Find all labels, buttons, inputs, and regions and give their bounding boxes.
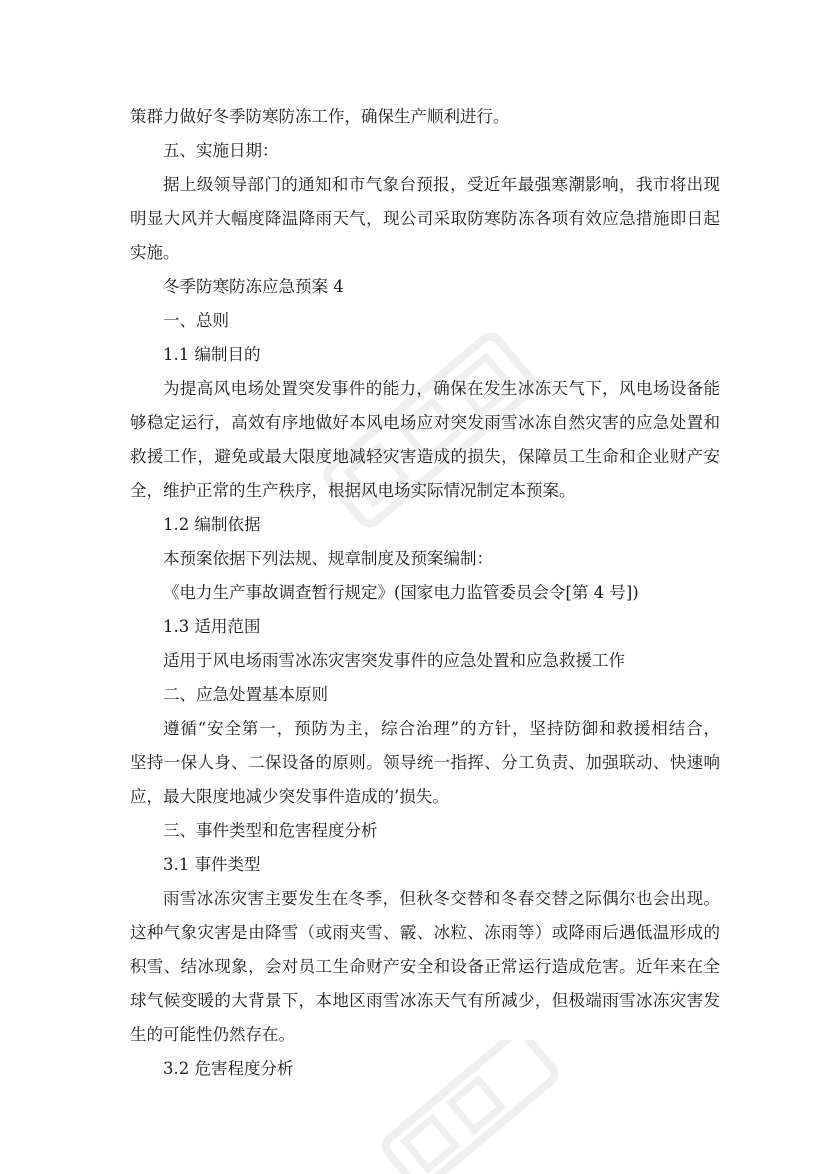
paragraph-line: 坚持一保人身、二保设备的原则。领导统一指挥、分工负责、加强联动、快速响: [130, 753, 720, 772]
paragraph-line: 本预案依据下列法规、规章制度及预案编制：: [163, 549, 493, 568]
subsection-heading-hazard-analysis: 3.2 危害程度分析: [163, 1059, 294, 1078]
section-heading-principles: 二、应急处置基本原则: [163, 685, 328, 704]
paragraph-line: 应，最大限度地减少突发事件造成的’损失。: [130, 787, 449, 806]
paragraph-line: 积雪、结冰现象，会对员工生命财产安全和设备正常运行造成危害。近年来在全: [130, 957, 720, 976]
subsection-heading-scope: 1.3 适用范围: [163, 617, 261, 636]
paragraph-line: 这种气象灾害是由降雪（或雨夹雪、霰、冰粒、冻雨等）或降雨后遇低温形成的: [130, 923, 720, 942]
subsection-heading-basis: 1.2 编制依据: [163, 515, 261, 534]
paragraph-line: 球气候变暖的大背景下，本地区雨雪冰冻天气有所减少，但极端雨雪冰冻灾害发: [130, 991, 720, 1010]
section-heading-event-types: 三、事件类型和危害程度分析: [163, 821, 378, 840]
section-heading-implementation-date: 五、实施日期：: [163, 141, 279, 160]
paragraph-line: 实施。: [130, 243, 180, 262]
paragraph-line: 遵循“安全第一，预防为主，综合治理”的方针，坚持防御和救援相结合，: [163, 719, 720, 738]
paragraph-line: 适用于风电场雨雪冰冻灾害突发事件的应急处置和应急救援工作: [163, 651, 625, 670]
paragraph-line: 生的可能性仍然存在。: [130, 1025, 295, 1044]
section-heading-general: 一、总则: [163, 311, 229, 330]
subsection-heading-event-type: 3.1 事件类型: [163, 855, 261, 874]
subsection-heading-purpose: 1.1 编制目的: [163, 345, 261, 364]
text-line-continuation: 策群力做好冬季防寒防冻工作，确保生产顺利进行。: [130, 107, 510, 126]
document-body: [130, 100, 720, 1086]
paragraph-line: 雨雪冰冻灾害主要发生在冬季，但秋冬交替和冬春交替之际偶尔也会出现。: [163, 889, 720, 908]
paragraph-line: 为提高风电场处置突发事件的能力，确保在发生冰冻天气下，风电场设备能: [163, 379, 720, 398]
paragraph-line: 全，维护正常的生产秩序，根据风电场实际情况制定本预案。: [130, 481, 576, 500]
paragraph-line: 够稳定运行，高效有序地做好本风电场应对突发雨雪冰冻自然灾害的应急处置和: [130, 413, 720, 432]
paragraph-line: 据上级领导部门的通知和市气象台预报，受近年最强寒潮影响，我市将出现: [163, 175, 720, 194]
document-title: 冬季防寒防冻应急预案 4: [163, 277, 344, 296]
paragraph-line: 明显大风并大幅度降温降雨天气，现公司采取防寒防冻各项有效应急措施即日起: [130, 209, 720, 228]
paragraph-line: 救援工作，避免或最大限度地减轻灾害造成的损失，保障员工生命和企业财产安: [130, 447, 720, 466]
regulation-reference: 《电力生产事故调查暂行规定》(国家电力监管委员会令[第 4 号]): [163, 583, 639, 602]
